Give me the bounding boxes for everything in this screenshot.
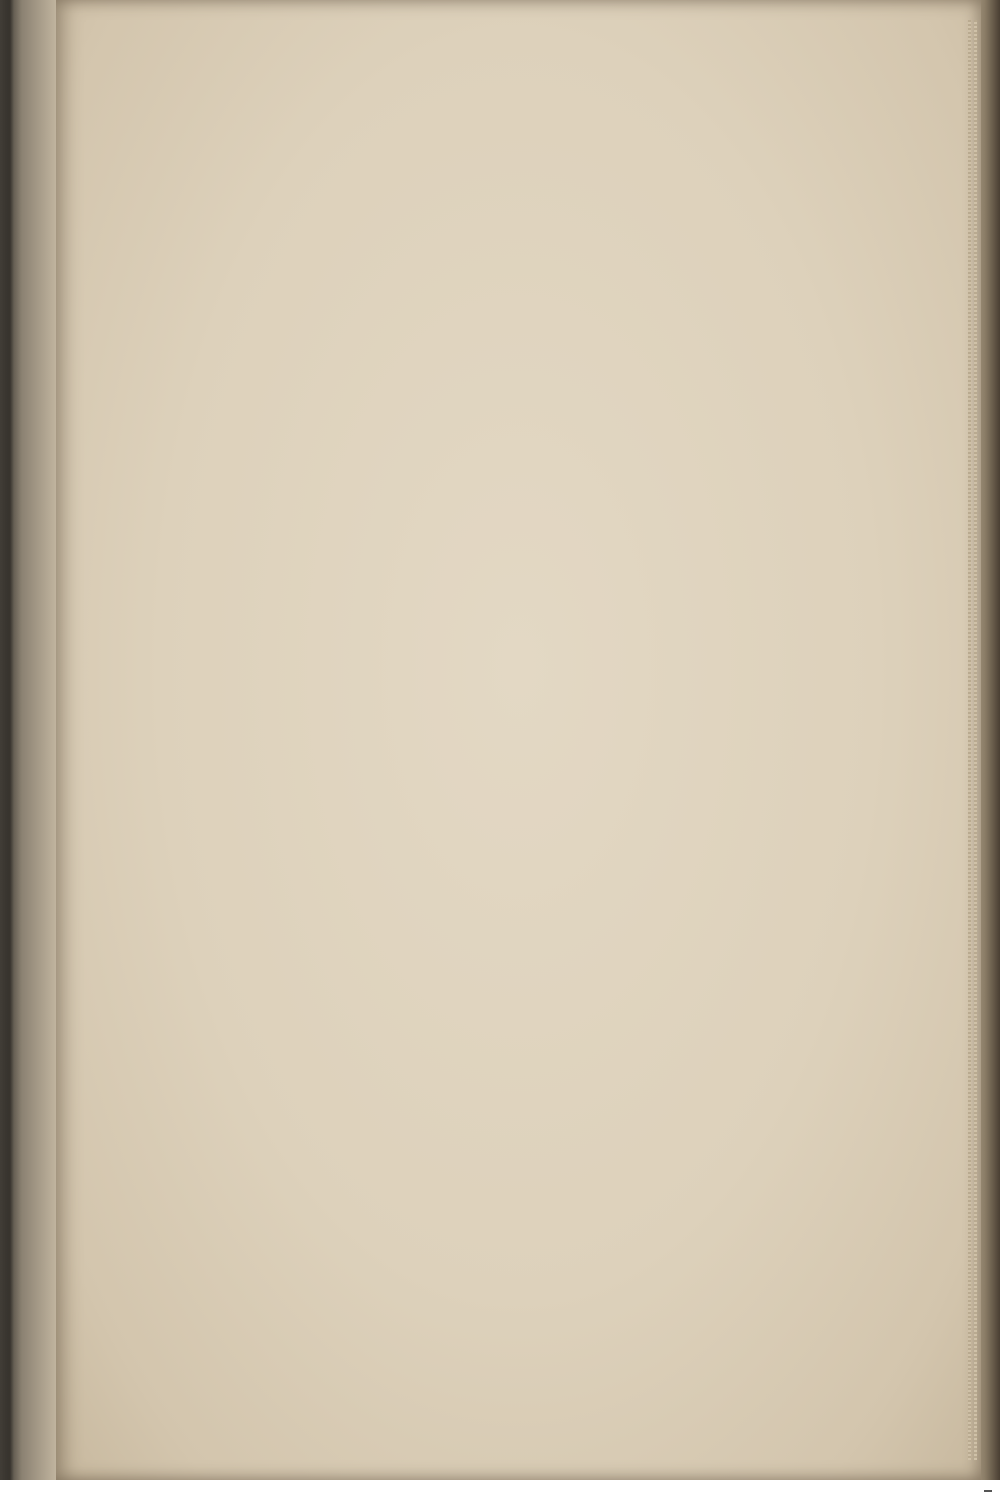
book-page (56, 0, 981, 1480)
dfg-logo (984, 1490, 992, 1492)
page-edge (968, 20, 971, 1460)
page-edge (974, 20, 977, 1460)
book-gutter (0, 0, 58, 1480)
page-text (84, 112, 794, 116)
dfg-credit-bar (0, 1480, 1000, 1502)
